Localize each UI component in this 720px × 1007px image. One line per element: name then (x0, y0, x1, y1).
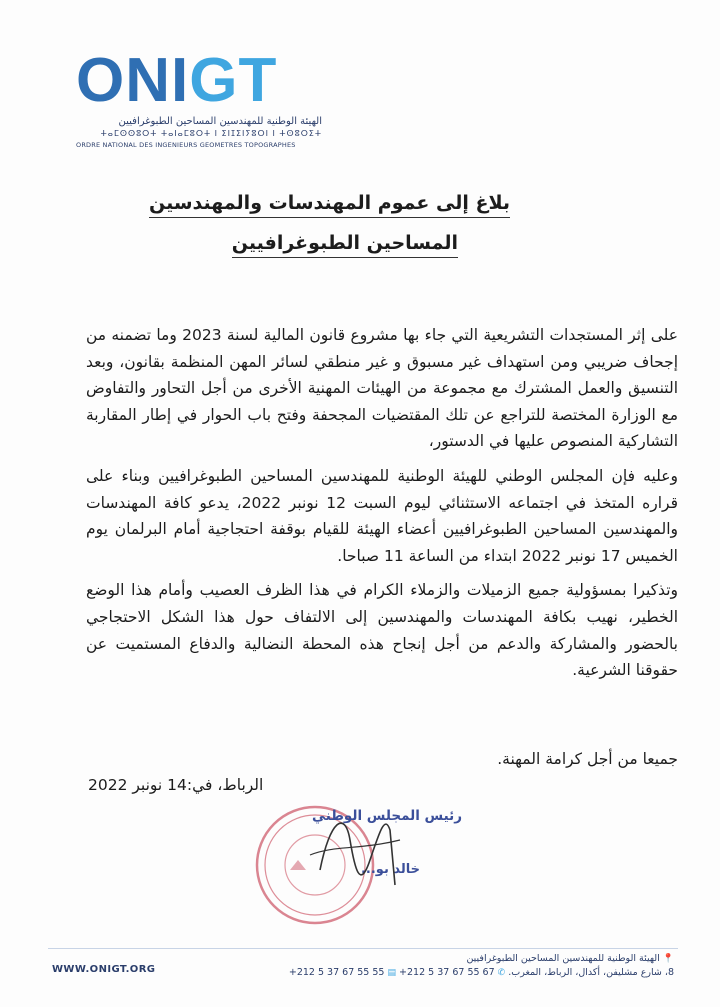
logo-word-main: ONI (76, 46, 190, 115)
body-paragraph-2: وعليه فإن المجلس الوطني للهيئة الوطنية للمهندسين المساحين الطبوغرافيين وبناء على قراره المتخذ في اجتماعه الاستثنائي ليوم السبت 12 نونبر 2022، يدعو كافة المهندسات والمهندسين المساحين الطبوغرافيين أعضاء الهيئة للقيام بوقفة احتجاجية أمام البرلمان يوم الخميس 17 نونبر 2022 ابتداء من الساعة 11 صباحا. (86, 466, 679, 565)
footer-address: 8، شارع مشليفن، أكدال، الرباط، المغرب. (508, 967, 674, 978)
footer-website[interactable]: WWW.ONIGT.ORG (52, 964, 156, 975)
location-pin-icon: 📍 (662, 954, 674, 964)
phone-icon: ✆ (497, 968, 506, 978)
logo-french-name: ORDRE NATIONAL DES INGENIEURS GEOMETRES TOPOGRAPHES (76, 141, 296, 149)
place-date: الرباط، في:14 نونبر 2022 (88, 776, 264, 794)
signatory-name: خالد بو... (360, 862, 420, 877)
logo-wordmark (76, 46, 336, 115)
letter-body (86, 322, 678, 692)
body-paragraph-3: وتذكيرا بمسؤولية جميع الزميلات والزملاء الكرام في هذا الظرف العصيب وأمام هذا الوضع الخطير، نهيب بكافة المهندسات والمهندسين إلى الالتفاف حول هذا الشكل الاحتجاجي بالحضور والمشاركة والدعم من أجل إنجاح هذه المحطة النضالية والدفاع المستميت عن حقوقنا الشرعية. (86, 581, 678, 680)
logo-tifinagh-name: ⵜⴰⵎⵙⵙⵓⵔⵜ ⵜⴰⵏⴰⵎⵓⵔⵜ ⵏ ⵉⵏⵊⵉⵏⵢⵓⵔⵏ ⵏ ⵜⵙⵓⵔⵉⵜ (100, 129, 322, 138)
footer-phone: +212 5 37 67 55 55 (288, 967, 385, 978)
closing-line: جميعا من أجل كرامة المهنة. (497, 750, 678, 768)
fax-icon: ▤ (387, 968, 397, 978)
footer-contact (214, 952, 674, 980)
logo-word-accent: GT (189, 46, 278, 115)
footer-fax: +212 5 37 67 55 67 (399, 967, 495, 978)
footer-divider (48, 948, 678, 949)
body-paragraph-1: على إثر المستجدات التشريعية التي جاء بها مشروع قانون المالية لسنة 2023 وما تضمنه من إجحاف ضريبي ومن استهداف غير مسبوق و غير منطقي لسائر المهن المنظمة بقانون، وبعد التنسيق والعمل المشترك مع مجموعة من الهيئات المهنية الأخرى من أجل التحاور والتفاوض مع الوزارة المختصة للتراجع عن تلك المقتضيات المجحفة وفتح باب الحوار في إطار المقاربة التشاركية المنصوص عليها في الدستور، (86, 326, 678, 451)
logo-arabic-name: الهيئة الوطنية للمهندسين المساحين الطبوغرافيين (118, 116, 322, 127)
signatory-title: رئيس المجلس الوطني (312, 808, 462, 824)
footer-org-name: الهيئة الوطنية للمهندسين المساحين الطبوغرافيين (466, 953, 660, 964)
handwritten-signature (300, 800, 410, 900)
onigt-logo (76, 46, 336, 149)
title-line-2: المساحين الطبوغرافيين (232, 232, 458, 258)
footer-org-name-row (214, 952, 674, 966)
title-line-1: بلاغ إلى عموم المهندسات والمهندسين (149, 192, 510, 218)
footer-address-row (214, 966, 674, 980)
